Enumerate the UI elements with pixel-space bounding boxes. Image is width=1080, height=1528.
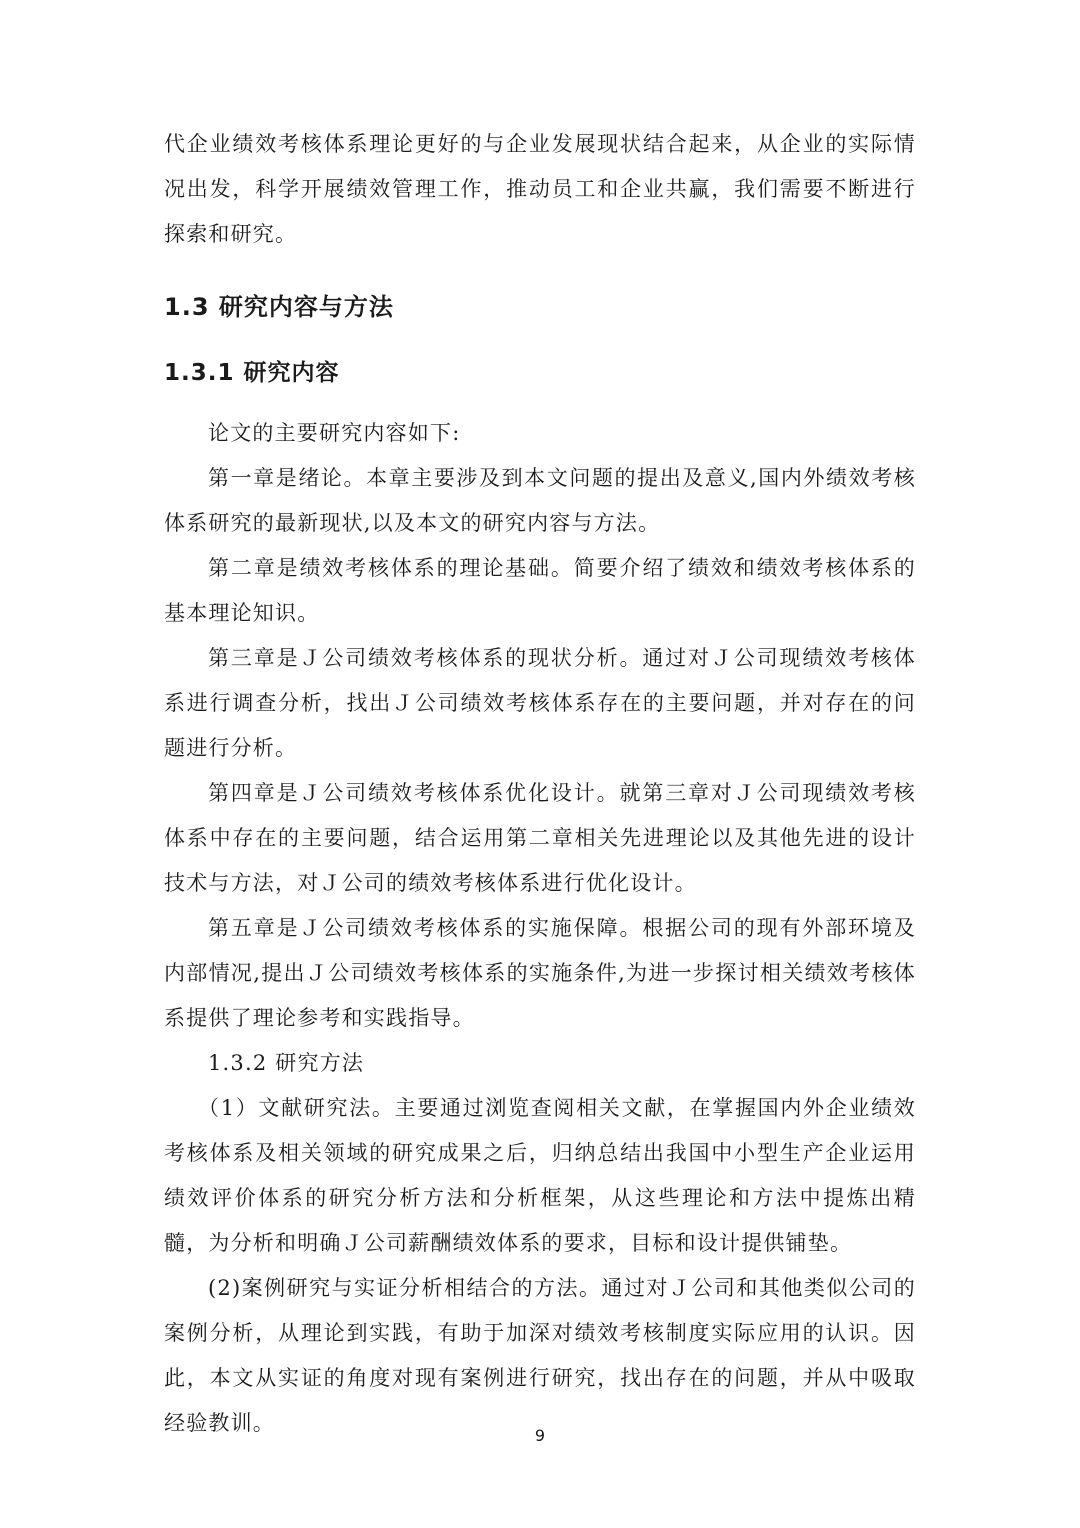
chapter-2-paragraph: 第二章是绩效考核体系的理论基础。简要介绍了绩效和绩效考核体系的基本理论知识。 <box>164 556 916 625</box>
lead-line: 论文的主要研究内容如下: <box>208 421 461 445</box>
intro-paragraph: 代企业绩效考核体系理论更好的与企业发展现状结合起来，从企业的实际情况出发，科学开展绩效管理工作，推动员工和企业共赢，我们需要不断进行探索和研究。 <box>164 132 916 246</box>
chapter-3-paragraph: 第三章是Ｊ公司绩效考核体系的现状分析。通过对Ｊ公司现绩效考核体系进行调查分析，找出Ｊ公司绩效考核体系存在的主要问题，并对存在的问题进行分析。 <box>164 646 916 760</box>
chapter-4-paragraph: 第四章是Ｊ公司绩效考核体系优化设计。就第三章对Ｊ公司现绩效考核体系中存在的主要问题，结合运用第二章相关先进理论以及其他先进的设计技术与方法，对Ｊ公司的绩效考核体系进行优化设计。 <box>164 781 916 895</box>
chapter-1-paragraph: 第一章是绪论。本章主要涉及到本文问题的提出及意义,国内外绩效考核体系研究的最新现状,以及本文的研究内容与方法。 <box>164 466 916 535</box>
subsection-heading: 1.3.1 研究内容 <box>164 360 340 386</box>
chapter-5-paragraph: 第五章是Ｊ公司绩效考核体系的实施保障。根据公司的现有外部环境及内部情况,提出Ｊ公司绩效考核体系的实施条件,为进一步探讨相关绩效考核体系提供了理论参考和实践指导。 <box>164 916 916 1030</box>
page-number: 9 <box>534 1426 546 1445</box>
page-body <box>164 122 916 1446</box>
section-heading: 1.3 研究内容与方法 <box>164 293 394 321</box>
method-2-paragraph: (2)案例研究与实证分析相结合的方法。通过对Ｊ公司和其他类似公司的案例分析，从理论到实践，有助于加深对绩效考核制度实际应用的认识。因此，本文从实证的角度对现有案例进行研究，找出存在的问题，并从中吸取经验教训。 <box>164 1276 916 1435</box>
method-1-paragraph: （1）文献研究法。主要通过浏览查阅相关文献，在掌握国内外企业绩效考核体系及相关领域的研究成果之后，归纳总结出我国中小型生产企业运用绩效评价体系的研究分析方法和分析框架，从这些理论和方法中提炼出精髓，为分析和明确Ｊ公司薪酬绩效体系的要求，目标和设计提供铺垫。 <box>164 1096 916 1255</box>
methods-heading: 1.3.2 研究方法 <box>208 1051 365 1075</box>
